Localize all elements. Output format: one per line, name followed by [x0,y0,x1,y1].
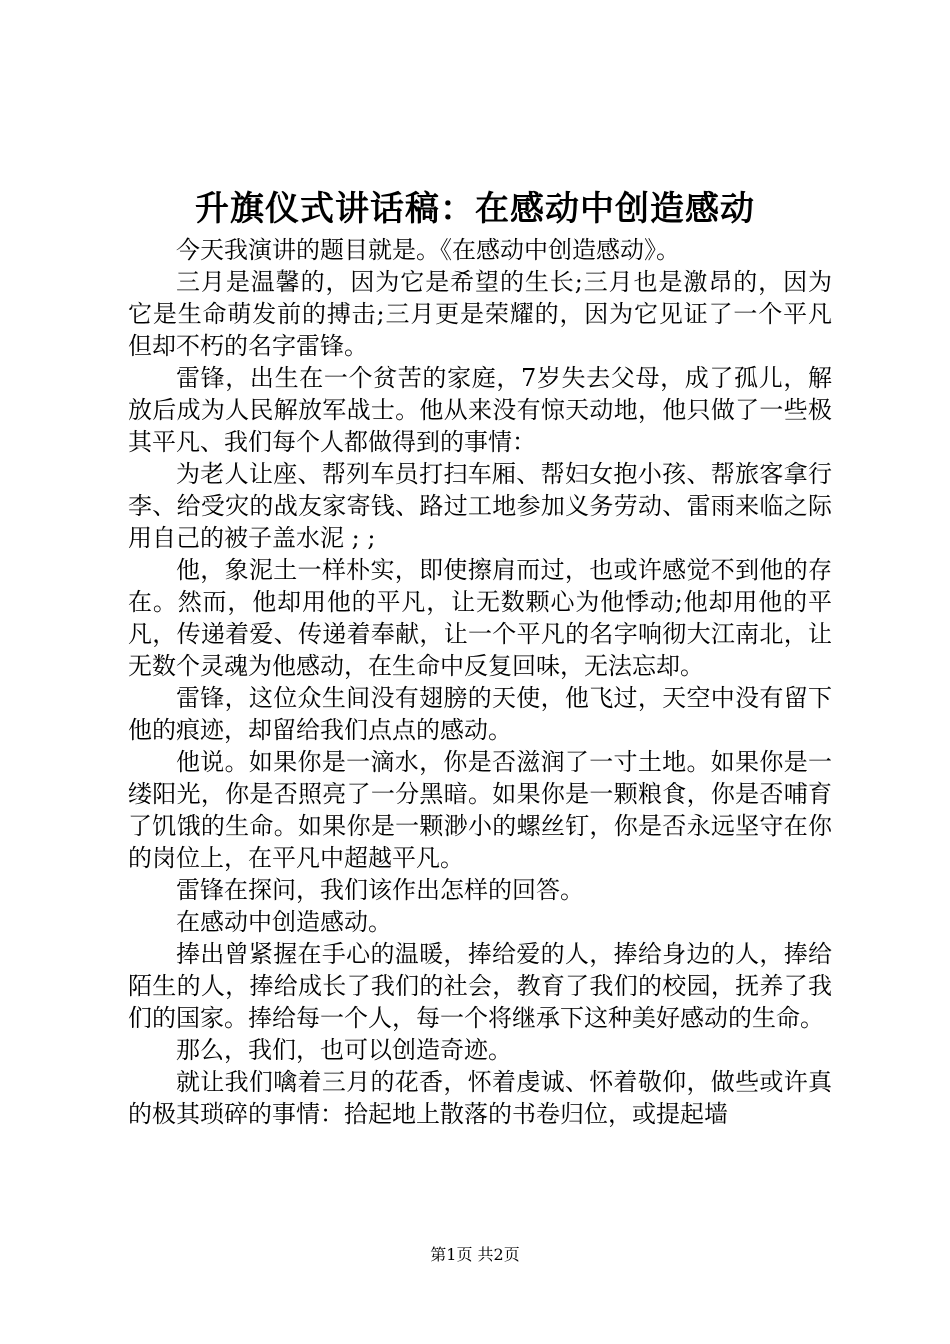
paragraph: 三月是温馨的，因为它是希望的生长;三月也是激昂的，因为它是生命萌发前的搏击;三月更是荣耀的，因为它见证了一个平凡但却不朽的名字雷锋。 [128,268,832,360]
paragraph: 在感动中创造感动。 [176,908,392,936]
paragraph: 捧出曾紧握在手心的温暖，捧给爱的人，捧给身边的人，捧给陌生的人，捧给成长了我们的社会，教育了我们的校园，抚养了我们的国家。捧给每一个人，每一个将继承下这种美好感动的生命。 [128,940,832,1032]
paragraph: 雷锋，出生在一个贫苦的家庭，7岁失去父母，成了孤儿，解放后成为人民解放军战士。他从来没有惊天动地，他只做了一些极其平凡、我们每个人都做得到的事情： [128,364,832,456]
paragraph: 那么，我们，也可以创造奇迹。 [176,1036,512,1064]
page-footer: 第1页 共2页 [430,1245,520,1264]
paragraph: 就让我们噙着三月的花香，怀着虔诚、怀着敬仰，做些或许真的极其琐碎的事情：拾起地上散落的书卷归位，或提起墙 [128,1068,832,1128]
paragraph: 今天我演讲的题目就是。《在感动中创造感动》。 [176,236,680,264]
document-title: 升旗仪式讲话稿：在感动中创造感动 [195,189,755,229]
document-body [128,234,832,1130]
paragraph: 雷锋，这位众生间没有翅膀的天使，他飞过，天空中没有留下他的痕迹，却留给我们点点的感动。 [128,684,832,744]
paragraph: 为老人让座、帮列车员打扫车厢、帮妇女抱小孩、帮旅客拿行李、给受灾的战友家寄钱、路过工地参加义务劳动、雷雨来临之际用自己的被子盖水泥 ; ; [128,460,832,552]
paragraph: 雷锋在探问，我们该作出怎样的回答。 [176,876,584,904]
paragraph: 他说。如果你是一滴水，你是否滋润了一寸土地。如果你是一缕阳光，你是否照亮了一分黑暗。如果你是一颗粮食，你是否哺育了饥饿的生命。如果你是一颗渺小的螺丝钉，你是否永远坚守在你的岗位上，在平凡中超越平凡。 [128,748,832,872]
paragraph: 他，象泥土一样朴实，即使擦肩而过，也或许感觉不到他的存在。然而，他却用他的平凡，让无数颗心为他悸动;他却用他的平凡，传递着爱、传递着奉献，让一个平凡的名字响彻大江南北，让无数个灵魂为他感动，在生命中反复回味，无法忘却。 [128,556,832,680]
